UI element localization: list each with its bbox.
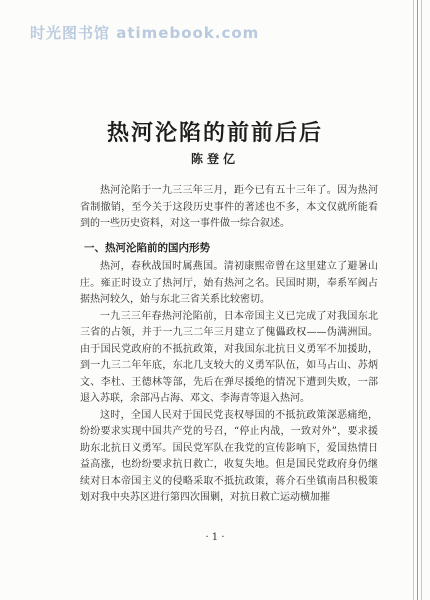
paragraph: 这时，全国人民对于国民党丧权辱国的不抵抗政策深恶痛绝，纷纷要求实现中国共产党的号召，“停止内战，一致对外”，要求援助东北抗日义勇军。国民党军队在我党的宣传影响下，爱国热情日益高涨，也纷纷要求抗日救亡，收复失地。但是国民党政府身仍继续对日本帝国主义的侵略采取不抵抗政策，蒋介石坐镇南昌积极策划对我中央苏区进行第四次围剿，对抗日救亡运动横加摧 — [80, 409, 378, 503]
section-heading: 一、热河沦陷前的国内形势 — [84, 241, 210, 254]
watermark: 时光图书馆 atimebook.com — [30, 24, 260, 42]
binding-line — [413, 0, 414, 600]
body-text — [80, 183, 378, 507]
author-name: 陈登亿 — [190, 152, 239, 166]
paragraph: 热河，春秋战国时属燕国。清初康熙帝曾在这里建立了避暑山庄。雍正时设立了热河厅，始有热河之名。民国时期，奉系军阀占据热河较久，始与东北三省关系比较密切。 — [80, 261, 378, 305]
chapter-title: 热河沦陷的前前后后 — [106, 120, 323, 146]
binding-line — [421, 0, 422, 600]
binding-line — [417, 0, 418, 600]
intro-paragraph: 热河沦陷于一九三三年三月，距今已有五十三年了。因为热河省制撤销，至今关于这段历史事件的著述也不多，本文仅就所能看到的一些历史资料，对这一事件做一综合叙述。 — [80, 185, 378, 229]
page-number: · 1 · — [205, 532, 225, 543]
paragraph: 一九三三年春热河沦陷前，日本帝国主义已完成了对我国东北三省的占领，并于一九三二年三月建立了傀儡政权——伪满洲国。由于国民党政府的不抵抗政策，对我国东北抗日义勇军不加援助，到一九三二年年底，东北几支较大的义勇军队伍，如马占山、苏炳文、李杜、王德林等部，先后在弹尽援绝的情况下遭到失败，一部退入苏联，余部冯占海、邓文、李海青等退入热河。 — [80, 310, 378, 404]
